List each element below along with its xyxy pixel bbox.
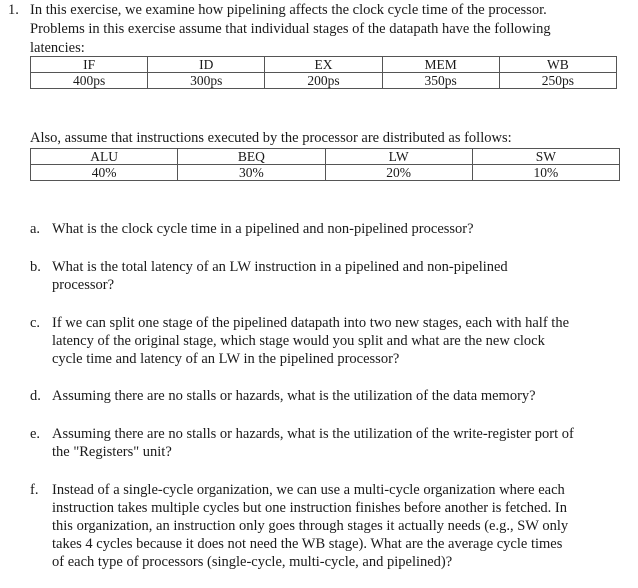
- header-cell-mem: MEM: [382, 57, 499, 73]
- intro-line-1: 1. In this exercise, we examine how pipelining affects the clock cycle time of the processor.: [8, 2, 547, 18]
- value-cell-alu: 40%: [31, 165, 178, 181]
- question-e: [30, 425, 630, 461]
- value-cell-beq: 30%: [178, 165, 325, 181]
- question-letter: e.: [30, 426, 41, 442]
- header-cell-alu: ALU: [31, 149, 178, 165]
- question-text: Assuming there are no stalls or hazards, what is the utilization of the data memory?: [52, 388, 536, 404]
- value-cell-if: 400ps: [31, 73, 148, 89]
- question-letter: a.: [30, 221, 41, 237]
- value-cell-mem: 350ps: [382, 73, 499, 89]
- question-text: Assuming there are no stalls or hazards, what is the utilization of the write-register port of the "Registers" unit?: [52, 426, 574, 460]
- header-cell-lw: LW: [325, 149, 472, 165]
- header-cell-if: IF: [31, 57, 148, 73]
- header-cell-wb: WB: [499, 57, 616, 73]
- value-cell-lw: 20%: [325, 165, 472, 181]
- instruction-mix-table: [30, 148, 620, 181]
- table-header-row: [31, 149, 620, 165]
- value-cell-id: 300ps: [148, 73, 265, 89]
- table-header-row: [31, 57, 617, 73]
- intro-line-2: Problems in this exercise assume that individual stages of the datapath have the following: [30, 21, 551, 37]
- question-letter: f.: [30, 482, 39, 498]
- question-letter: d.: [30, 388, 41, 404]
- instruction-mix-intro: Also, assume that instructions executed by the processor are distributed as follows:: [30, 130, 512, 146]
- header-cell-ex: EX: [265, 57, 382, 73]
- question-b: [30, 258, 630, 294]
- question-text: If we can split one stage of the pipelined datapath into two new stages, each with half the latency of the original stage, which stage would you split and what are the new clock cycle time and latency of an LW in the pipelined processor?: [52, 315, 570, 367]
- header-cell-sw: SW: [472, 149, 619, 165]
- header-cell-beq: BEQ: [178, 149, 325, 165]
- problem-number: 1.: [8, 2, 19, 18]
- stage-latency-table: [30, 56, 617, 89]
- value-cell-ex: 200ps: [265, 73, 382, 89]
- value-cell-sw: 10%: [472, 165, 619, 181]
- table-row: [31, 73, 617, 89]
- header-cell-id: ID: [148, 57, 265, 73]
- problem-intro: [8, 1, 628, 58]
- table-row: [31, 165, 620, 181]
- question-text: Instead of a single-cycle organization, we can use a multi-cycle organization where each instruction takes multiple cycles but one instruction finishes before another is fetched. In this organization, an instruction only goes through stages it actually needs (e.g., SW only takes 4 cycles because it does not need the WB stage). What are the average cycle times of each type of processors (single-cycle, multi-cycle, and pipelined)?: [52, 482, 569, 570]
- value-cell-wb: 250ps: [499, 73, 616, 89]
- question-letter: c.: [30, 315, 41, 331]
- question-letter: b.: [30, 259, 41, 275]
- question-text: What is the clock cycle time in a pipelined and non-pipelined processor?: [52, 221, 474, 237]
- question-a: [30, 220, 630, 238]
- question-c: [30, 314, 630, 368]
- intro-line-3: latencies:: [30, 40, 85, 56]
- question-f: [30, 481, 630, 571]
- question-d: [30, 387, 630, 405]
- question-text: What is the total latency of an LW instruction in a pipelined and non-pipelined processor?: [52, 259, 508, 293]
